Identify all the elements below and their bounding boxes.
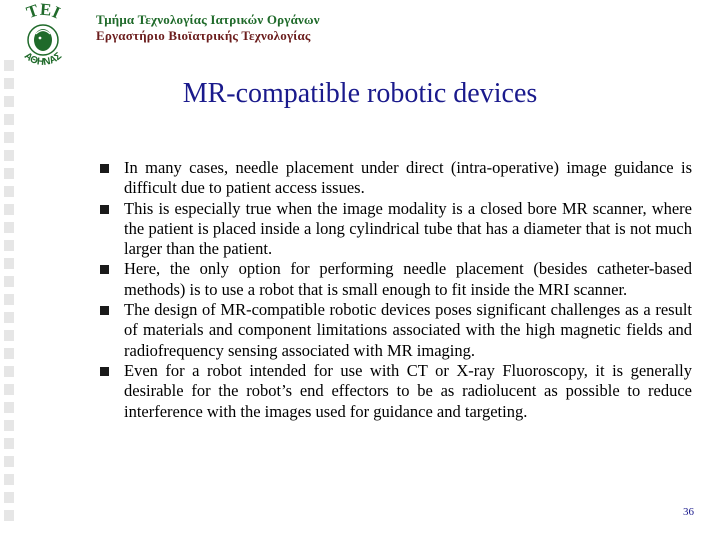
strip-square [4, 474, 14, 485]
strip-square [4, 132, 14, 143]
square-bullet-icon [100, 205, 109, 214]
bullet-item [100, 361, 692, 422]
logo-emblem-icon [6, 2, 80, 70]
institution-header [96, 12, 320, 44]
slide-title: MR-compatible robotic devices [182, 78, 538, 109]
strip-square [4, 402, 14, 413]
strip-square [4, 168, 14, 179]
strip-square [4, 420, 14, 431]
strip-square [4, 258, 14, 269]
bullet-text: The design of MR-compatible robotic devices poses significant challenges as a result of materials and component limitations associated with the high magnetic fields and radiofrequency sensing associated with MR imaging. [124, 300, 692, 360]
strip-square [4, 456, 14, 467]
strip-square [4, 276, 14, 287]
strip-square [4, 348, 14, 359]
bullet-list [100, 158, 692, 422]
strip-square [4, 510, 14, 521]
strip-square [4, 222, 14, 233]
strip-square [4, 240, 14, 251]
strip-square [4, 312, 14, 323]
strip-square [4, 204, 14, 215]
bullet-item [100, 300, 692, 361]
strip-square [4, 384, 14, 395]
tei-athens-logo [6, 2, 80, 70]
strip-square [4, 114, 14, 125]
strip-square [4, 330, 14, 341]
bullet-item [100, 259, 692, 300]
strip-square [4, 150, 14, 161]
square-bullet-icon [100, 367, 109, 376]
bullet-item [100, 158, 692, 199]
bullet-text: Even for a robot intended for use with CT or X-ray Fluoroscopy, it is generally desirable for the robot’s end effectors to be as radiolucent as possible to reduce interference with the images used for guidance and targeting. [124, 360, 692, 421]
strip-square [4, 186, 14, 197]
strip-square [4, 366, 14, 377]
side-decoration-strip [0, 60, 18, 530]
logo-bottom-text: ΑΘΗΝΑΣ [21, 50, 65, 69]
strip-square [4, 438, 14, 449]
bullet-text: In many cases, needle placement under direct (intra-operative) image guidance is difficult due to patient access issues. [124, 158, 692, 198]
strip-square [4, 294, 14, 305]
square-bullet-icon [100, 306, 109, 315]
bullet-item [100, 199, 692, 260]
laboratory-name: Εργαστήριο Βιοϊατρικής Τεχνολογίας [96, 28, 311, 43]
bullet-text: This is especially true when the image modality is a closed bore MR scanner, where the patient is placed inside a long cylindrical tube that has a diameter that is not much larger than the patient. [124, 198, 692, 259]
strip-square [4, 492, 14, 503]
bullet-text: Here, the only option for performing needle placement (besides catheter-based methods) is to use a robot that is small enough to fit inside the MRI scanner. [124, 259, 692, 299]
svg-text:ΤΕΙ [24, 2, 64, 23]
page-number: 36 [683, 506, 694, 518]
logo-top-text: ΤΕΙ [23, 2, 64, 23]
square-bullet-icon [100, 265, 109, 274]
square-bullet-icon [100, 164, 109, 173]
department-name: Τμήμα Τεχνολογίας Ιατρικών Οργάνων [96, 12, 320, 27]
